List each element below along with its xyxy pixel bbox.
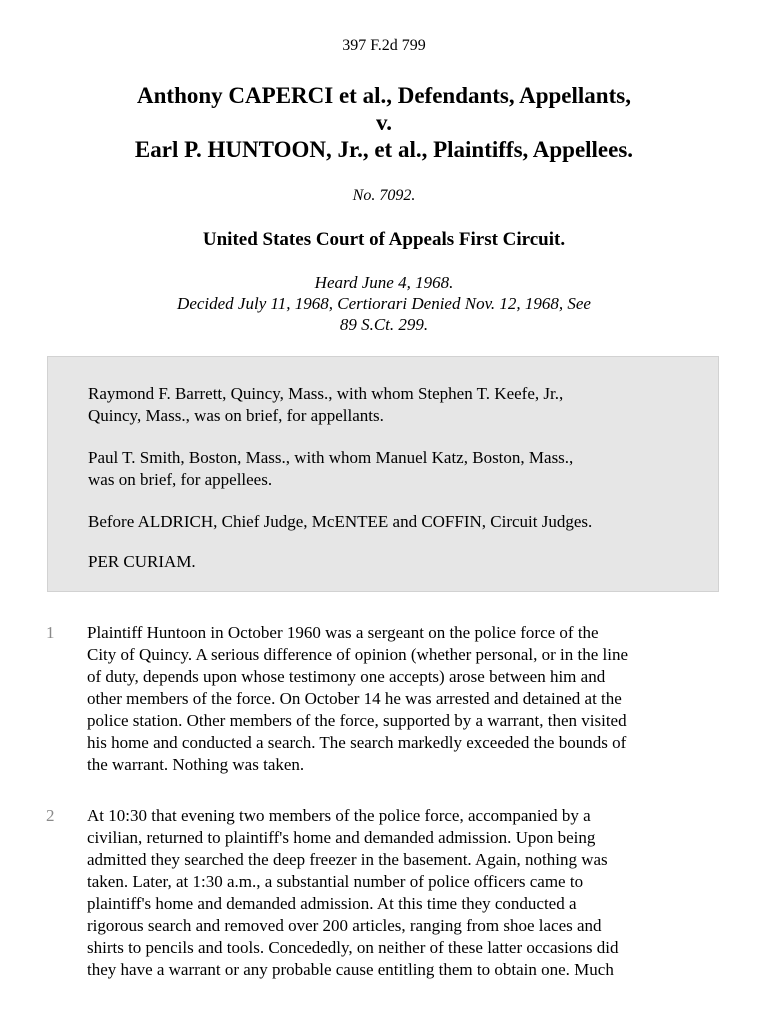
appellants-counsel: [88, 383, 688, 427]
text-line: the warrant. Nothing was taken.: [87, 755, 305, 774]
appellees-counsel: [88, 447, 688, 491]
counsel-box: [47, 356, 719, 592]
text-line: police station. Other members of the force, supported by a warrant, then visited: [87, 711, 627, 730]
caption-appellees: Earl P. HUNTOON, Jr., et al., Plaintiffs, Appellees.: [134, 137, 634, 162]
text-line: City of Quincy. A serious difference of opinion (whether personal, or in the line: [87, 645, 629, 664]
text-line: taken. Later, at 1:30 a.m., a substantial number of police officers came to: [87, 872, 584, 891]
paragraph-2: [87, 805, 737, 981]
text-line: was on brief, for appellees.: [88, 470, 273, 489]
text-line: of duty, depends upon whose testimony one accepts) arose between him and: [87, 667, 606, 686]
text-line: At 10:30 that evening two members of the police force, accompanied by a: [87, 806, 591, 825]
text-line: civilian, returned to plaintiff's home and demanded admission. Upon being: [87, 828, 596, 847]
text-line: other members of the force. On October 14 he was arrested and detained at the: [87, 689, 622, 708]
text-line: shirts to pencils and tools. Concededly, on neither of these latter occasions did: [87, 938, 619, 957]
paragraph-number-1: 1: [46, 623, 55, 642]
paragraph-number-2: 2: [46, 806, 55, 825]
text-line: his home and conducted a search. The search markedly exceeded the bounds of: [87, 733, 627, 752]
text-line: Raymond F. Barrett, Quincy, Mass., with whom Stephen T. Keefe, Jr.,: [88, 384, 564, 403]
text-line: plaintiff's home and demanded admission. At this time they conducted a: [87, 894, 577, 913]
caption-appellants: Anthony CAPERCI et al., Defendants, Appellants,: [137, 83, 631, 108]
text-line: admitted they searched the deep freezer in the basement. Again, nothing was: [87, 850, 608, 869]
text-line: Quincy, Mass., was on brief, for appellants.: [88, 406, 384, 425]
decided-date-line-1: Decided July 11, 1968, Certiorari Denied Nov. 12, 1968, See: [177, 294, 591, 313]
caption-versus: v.: [376, 110, 392, 135]
text-line: rigorous search and removed over 200 articles, ranging from shoe laces and: [87, 916, 602, 935]
paragraph-1: [87, 622, 737, 776]
case-caption: [0, 82, 768, 163]
text-line: Paul T. Smith, Boston, Mass., with whom Manuel Katz, Boston, Mass.,: [88, 448, 574, 467]
case-citation: 397 F.2d 799: [342, 37, 426, 54]
decided-date-line-2: 89 S.Ct. 299.: [339, 315, 429, 334]
text-line: they have a warrant or any probable cause entitling them to obtain one. Much: [87, 960, 614, 979]
heard-date: Heard June 4, 1968.: [314, 273, 454, 292]
text-line: Plaintiff Huntoon in October 1960 was a sergeant on the police force of the: [87, 623, 599, 642]
court-name: United States Court of Appeals First Circuit.: [202, 229, 566, 250]
case-dates: [120, 272, 648, 335]
per-curiam: PER CURIAM.: [88, 552, 196, 571]
docket-number: No. 7092.: [352, 187, 416, 204]
panel-judges: Before ALDRICH, Chief Judge, McENTEE and COFFIN, Circuit Judges.: [88, 512, 593, 531]
